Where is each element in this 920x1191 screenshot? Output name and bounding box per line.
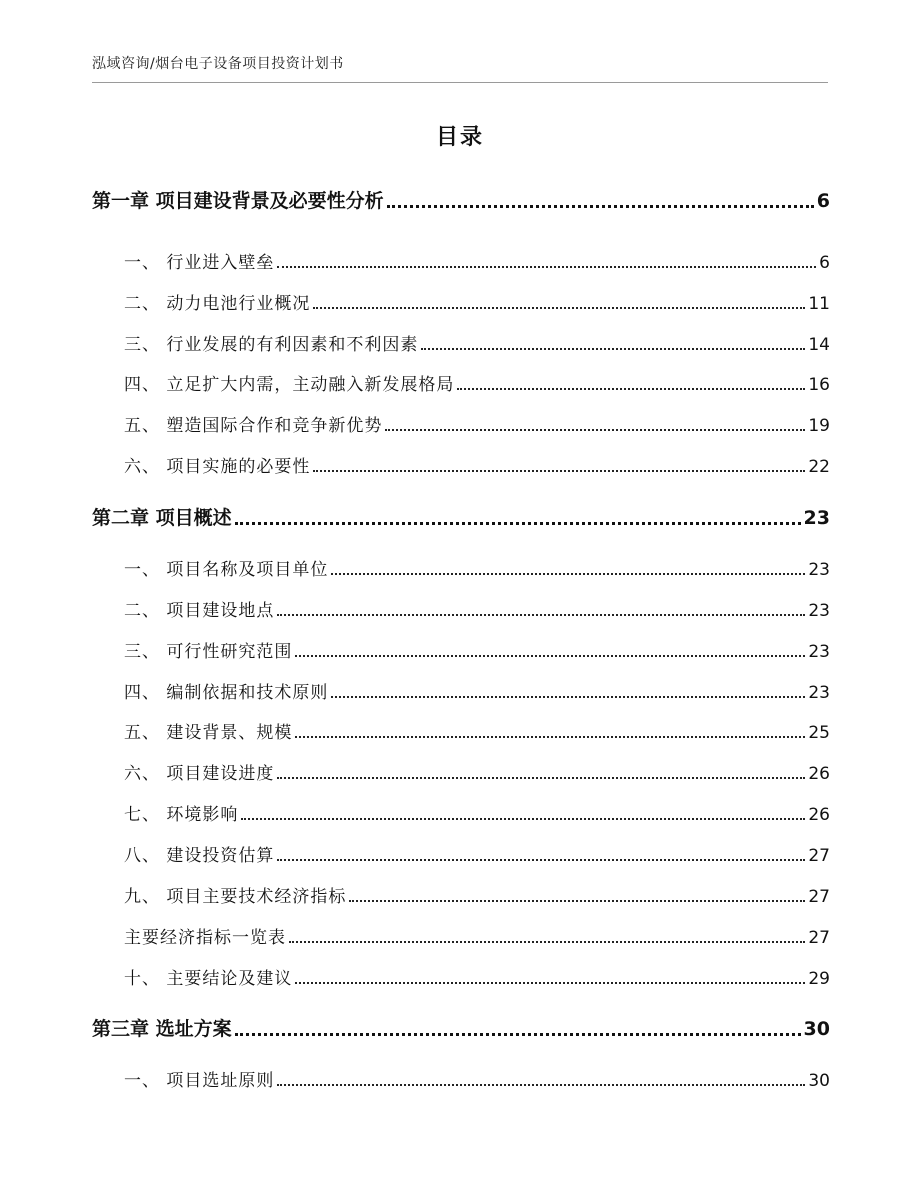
dot-leader [289, 941, 805, 943]
toc-entry-section[interactable] [124, 964, 830, 989]
toc-entry-label: 第二章 项目概述 [92, 507, 232, 529]
toc-entry-page: 27 [808, 928, 830, 948]
dot-leader [331, 696, 805, 698]
toc-entry-page: 16 [808, 375, 830, 395]
toc-entry-section[interactable] [124, 555, 830, 580]
toc-entry-label: 主要经济指标一览表 [124, 928, 286, 948]
toc-entry-page: 29 [808, 969, 830, 989]
toc-entry-label: 十、 主要结论及建议 [124, 969, 293, 989]
toc-entry-section[interactable] [124, 718, 830, 743]
toc-entry-section[interactable] [124, 759, 830, 784]
toc-entry-section[interactable] [124, 452, 830, 477]
dot-leader [235, 522, 801, 525]
toc-entry-page: 23 [808, 560, 830, 580]
toc-entry-page: 6 [816, 190, 830, 212]
dot-leader [349, 900, 805, 902]
dot-leader [421, 348, 805, 350]
dot-leader [313, 470, 805, 472]
toc-entry-label: 八、 建设投资估算 [124, 846, 275, 866]
dot-leader [277, 266, 816, 268]
toc-title: 目录 [435, 125, 484, 150]
toc-entry-label: 一、 项目选址原则 [124, 1071, 275, 1091]
toc-entry-chapter[interactable] [92, 186, 830, 213]
toc-entry-label: 第三章 选址方案 [92, 1018, 232, 1040]
toc-entry-page: 26 [808, 805, 830, 825]
toc-entry-section[interactable] [124, 289, 830, 314]
toc-entry-section[interactable] [124, 596, 830, 621]
toc-entry-page: 25 [808, 723, 830, 743]
toc-entry-label: 三、 可行性研究范围 [124, 642, 293, 662]
toc-entry-section[interactable] [124, 637, 830, 662]
toc-entry-label: 二、 项目建设地点 [124, 601, 275, 621]
toc-entry-label: 三、 行业发展的有利因素和不利因素 [124, 335, 419, 355]
toc-entry-section[interactable] [124, 248, 830, 273]
toc-entry-label: 六、 项目建设进度 [124, 764, 275, 784]
toc-entry-page: 27 [808, 846, 830, 866]
toc-entry-label: 第一章 项目建设背景及必要性分析 [92, 190, 384, 212]
toc-entry-page: 26 [808, 764, 830, 784]
toc-entry-section[interactable] [124, 1066, 830, 1091]
toc-entry-section[interactable] [124, 841, 830, 866]
dot-leader [295, 736, 805, 738]
running-header: 泓域咨询/烟台电子设备项目投资计划书 [92, 56, 344, 72]
toc-entry-label: 九、 项目主要技术经济指标 [124, 887, 347, 907]
toc-entry-section[interactable] [124, 882, 830, 907]
toc-entry-section[interactable] [124, 330, 830, 355]
toc-entry-page: 22 [808, 457, 830, 477]
dot-leader [277, 859, 805, 861]
dot-leader [277, 1084, 805, 1086]
toc-entry-page: 6 [819, 253, 830, 273]
toc-entry-page: 23 [803, 507, 830, 529]
dot-leader [457, 388, 805, 390]
toc-entry-section[interactable] [124, 411, 830, 436]
dot-leader [235, 1033, 801, 1036]
toc-entry-table[interactable] [124, 923, 830, 948]
toc-entry-page: 30 [803, 1018, 830, 1040]
toc-entry-section[interactable] [124, 678, 830, 703]
toc-entry-page: 27 [808, 887, 830, 907]
toc-entry-label: 六、 项目实施的必要性 [124, 457, 311, 477]
toc-entry-label: 七、 环境影响 [124, 805, 239, 825]
toc-entry-chapter[interactable] [92, 503, 830, 530]
dot-leader [295, 982, 805, 984]
toc-entry-label: 五、 塑造国际合作和竞争新优势 [124, 416, 383, 436]
toc-entry-page: 23 [808, 683, 830, 703]
dot-leader [295, 655, 805, 657]
toc-entry-chapter[interactable] [92, 1014, 830, 1041]
dot-leader [277, 777, 805, 779]
header-divider [92, 82, 828, 83]
toc-entry-label: 一、 项目名称及项目单位 [124, 560, 329, 580]
toc-entry-page: 23 [808, 601, 830, 621]
toc-entry-page: 11 [808, 294, 830, 314]
toc-entry-label: 一、 行业进入壁垒 [124, 253, 275, 273]
toc-entry-label: 五、 建设背景、规模 [124, 723, 293, 743]
toc-entry-label: 二、 动力电池行业概况 [124, 294, 311, 314]
dot-leader [385, 429, 805, 431]
toc-entry-section[interactable] [124, 370, 830, 395]
dot-leader [387, 205, 814, 208]
dot-leader [331, 573, 805, 575]
dot-leader [241, 818, 805, 820]
toc-entry-page: 14 [808, 335, 830, 355]
dot-leader [313, 307, 805, 309]
toc-entry-label: 四、 编制依据和技术原则 [124, 683, 329, 703]
dot-leader [277, 614, 805, 616]
toc-entry-page: 23 [808, 642, 830, 662]
toc-entry-label: 四、 立足扩大内需，主动融入新发展格局 [124, 375, 455, 395]
toc-entry-page: 30 [808, 1071, 830, 1091]
toc-entry-page: 19 [808, 416, 830, 436]
toc-entry-section[interactable] [124, 800, 830, 825]
